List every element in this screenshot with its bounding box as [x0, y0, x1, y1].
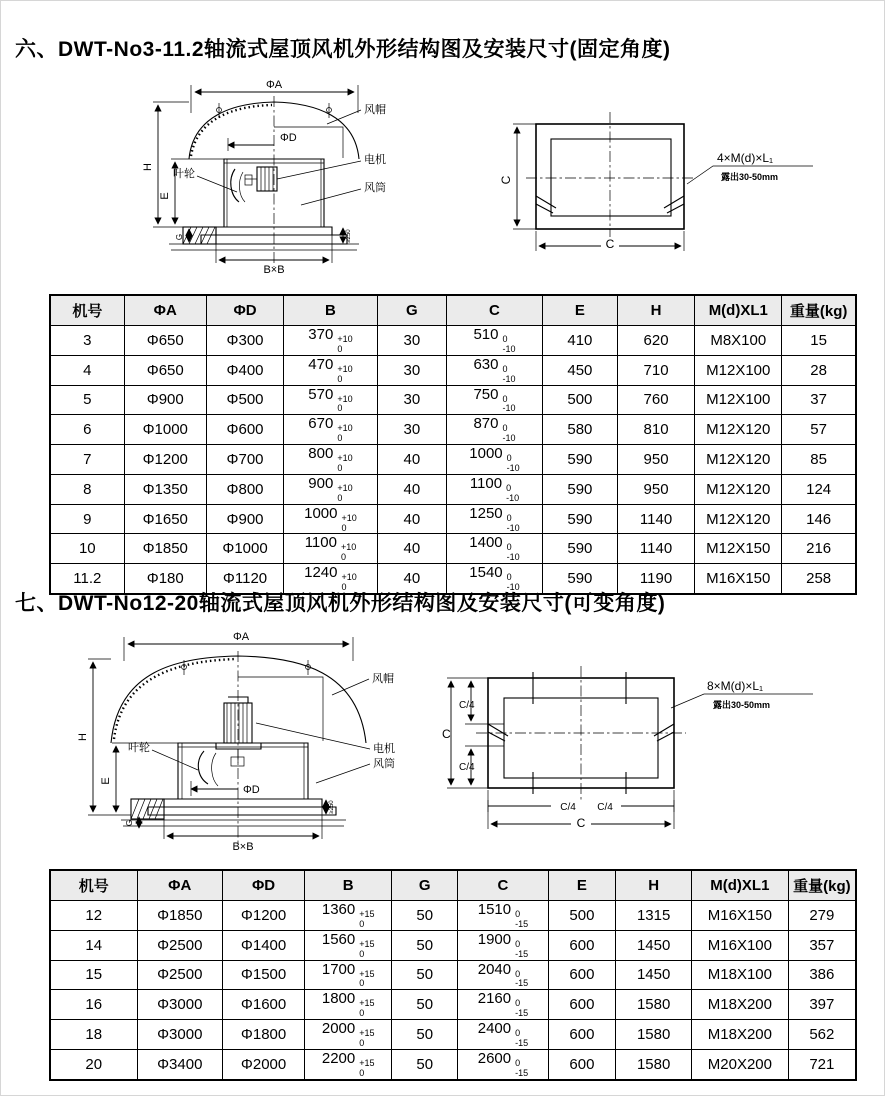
table-cell: 9: [50, 504, 124, 534]
table-cell: M12X100: [695, 355, 782, 385]
table-cell: Φ1850: [124, 534, 206, 564]
section2-title: 七、DWT-No12-20轴流式屋顶风机外形结构图及安装尺寸(可变角度): [15, 592, 666, 615]
table-cell: Φ180: [124, 564, 206, 594]
table-cell: 50: [392, 1020, 458, 1050]
table-cell: Φ400: [206, 355, 283, 385]
table-cell: 1900 0 -15: [458, 930, 548, 960]
column-header: C: [458, 870, 548, 901]
table-cell: 1315: [616, 901, 692, 931]
table-cell: 1580: [616, 1049, 692, 1079]
table-cell: M12X120: [695, 415, 782, 445]
table-cell: 500: [542, 385, 617, 415]
table-cell: Φ700: [206, 445, 283, 475]
mount-flange-diagram-variable: [421, 646, 885, 846]
table-cell: 810: [617, 415, 694, 445]
column-header: 重量(kg): [782, 295, 856, 326]
table-cell: 1140: [617, 504, 694, 534]
table-row: [50, 445, 856, 475]
table-cell: Φ650: [124, 326, 206, 356]
table-cell: Φ1850: [137, 901, 222, 931]
cap-label: 风帽: [364, 104, 386, 116]
column-header: 重量(kg): [788, 870, 856, 901]
table-cell: 2400 0 -15: [458, 1020, 548, 1050]
dim-e-label: E: [159, 192, 171, 200]
table-cell: 620: [617, 326, 694, 356]
table-cell: Φ1200: [222, 901, 304, 931]
column-header: E: [542, 295, 617, 326]
table-cell: 900 +10 0: [284, 474, 377, 504]
table-cell: 18: [50, 1020, 137, 1050]
column-header: 机号: [50, 870, 137, 901]
table-cell: 1560 +15 0: [305, 930, 392, 960]
table-row: [50, 930, 856, 960]
table-cell: Φ300: [206, 326, 283, 356]
dim-bxb-label: B×B: [263, 264, 285, 276]
table-cell: 410: [542, 326, 617, 356]
table-cell: 590: [542, 474, 617, 504]
column-header: ΦD: [206, 295, 283, 326]
duct-label: 风筒: [364, 182, 386, 194]
table-cell: 600: [548, 990, 616, 1020]
table-cell: 386: [788, 960, 856, 990]
column-header: ΦA: [124, 295, 206, 326]
table-cell: 12: [50, 901, 137, 931]
spec-table-fixed-angle: [49, 294, 857, 595]
table-cell: Φ1120: [206, 564, 283, 594]
table-row: [50, 474, 856, 504]
flange-dim-c4-bottom-left: C/4: [560, 802, 576, 813]
table-row: [50, 990, 856, 1020]
table-cell: 1400 0 -10: [447, 534, 543, 564]
table-cell: 1580: [616, 990, 692, 1020]
roof-hatch: [183, 227, 216, 244]
dim-phi-a-label: ΦA: [232, 631, 250, 643]
table-cell: Φ900: [206, 504, 283, 534]
cap-label: 风帽: [372, 673, 394, 685]
column-header: H: [616, 870, 692, 901]
section1-title: 六、DWT-No3-11.2轴流式屋顶风机外形结构图及安装尺寸(固定角度): [15, 38, 671, 61]
table-cell: M16X150: [692, 901, 789, 931]
dim-g-label: G: [175, 233, 184, 241]
table-cell: 2200 +15 0: [305, 1049, 392, 1079]
table-cell: 1700 +15 0: [305, 960, 392, 990]
table-cell: Φ1400: [222, 930, 304, 960]
impeller-label: 叶轮: [128, 742, 150, 754]
column-header: ΦA: [137, 870, 222, 901]
table-cell: 50: [392, 930, 458, 960]
dim-min250-label: ≥250: [329, 800, 335, 814]
column-header: M(d)XL1: [695, 295, 782, 326]
table-cell: Φ1600: [222, 990, 304, 1020]
table-cell: M18X200: [692, 1020, 789, 1050]
table-cell: Φ1200: [124, 445, 206, 475]
table-cell: M16X150: [695, 564, 782, 594]
column-header: H: [617, 295, 694, 326]
duct-label: 风筒: [373, 758, 395, 770]
table-cell: 15: [50, 960, 137, 990]
impeller-label: 叶轮: [173, 168, 195, 180]
table-cell: Φ3000: [137, 1020, 222, 1050]
table-cell: 40: [377, 445, 446, 475]
impeller-shape: [231, 169, 252, 202]
table-cell: Φ2000: [222, 1049, 304, 1079]
column-header: G: [392, 870, 458, 901]
table-cell: 1450: [616, 960, 692, 990]
dim-g-label: G: [125, 819, 134, 827]
table-cell: Φ1650: [124, 504, 206, 534]
flange-dim-c-bottom: C: [605, 237, 615, 251]
table-cell: M12X150: [695, 534, 782, 564]
dim-h-label: H: [77, 733, 89, 741]
table-cell: 1580: [616, 1020, 692, 1050]
table-row: [50, 960, 856, 990]
table-cell: 590: [542, 445, 617, 475]
flange-dim-c-left: C: [442, 727, 451, 741]
table-cell: Φ2500: [137, 960, 222, 990]
table-cell: 40: [377, 534, 446, 564]
table-cell: 216: [782, 534, 856, 564]
table-cell: 562: [788, 1020, 856, 1050]
table-cell: M16X100: [692, 930, 789, 960]
bolt-spec-note: 4×M(d)×L₁: [717, 151, 774, 165]
dim-phi-d-label: ΦD: [243, 784, 260, 796]
table-cell: 590: [542, 534, 617, 564]
table-cell: 750 0 -10: [447, 385, 543, 415]
table-cell: 600: [548, 930, 616, 960]
fan-structure-diagram-variable: [76, 631, 406, 856]
table-cell: 800 +10 0: [284, 445, 377, 475]
dim-bxb-label: B×B: [232, 841, 254, 853]
table-cell: 11.2: [50, 564, 124, 594]
table-cell: Φ800: [206, 474, 283, 504]
table-cell: 258: [782, 564, 856, 594]
table-cell: M18X100: [692, 960, 789, 990]
table-cell: 1000 0 -10: [447, 445, 543, 475]
column-header: C: [447, 295, 543, 326]
base-plate: [148, 807, 336, 815]
table-cell: 2000 +15 0: [305, 1020, 392, 1050]
table-cell: 1190: [617, 564, 694, 594]
table-cell: 279: [788, 901, 856, 931]
table-cell: 50: [392, 960, 458, 990]
table-cell: 50: [392, 901, 458, 931]
dim-min250-label: ≥250: [346, 229, 352, 243]
table-cell: 3: [50, 326, 124, 356]
table-cell: Φ3000: [137, 990, 222, 1020]
table-cell: 1510 0 -15: [458, 901, 548, 931]
table-cell: 357: [788, 930, 856, 960]
rain-cap-outline: [111, 656, 366, 743]
table-cell: 1800 +15 0: [305, 990, 392, 1020]
table-cell: 450: [542, 355, 617, 385]
motor-shape: [245, 167, 277, 191]
motor-shape: [216, 697, 261, 749]
table-row: [50, 1020, 856, 1050]
table-cell: 2040 0 -15: [458, 960, 548, 990]
flange-inner: [551, 139, 671, 216]
table-cell: 14: [50, 930, 137, 960]
base-flange: [164, 799, 322, 807]
dim-phi-d-label: ΦD: [280, 132, 297, 144]
table-cell: 146: [782, 504, 856, 534]
table-cell: 40: [377, 504, 446, 534]
column-header: B: [284, 295, 377, 326]
bolt-spec-note: 8×M(d)×L₁: [707, 679, 764, 693]
cap-bolt-icon: [182, 660, 311, 675]
flange-dim-c-left: C: [499, 175, 513, 185]
table-cell: 590: [542, 504, 617, 534]
table-row: [50, 385, 856, 415]
dim-h-label: H: [142, 163, 154, 171]
table-cell: M12X120: [695, 474, 782, 504]
dim-phi-a-label: ΦA: [265, 79, 283, 91]
table-cell: Φ500: [206, 385, 283, 415]
column-header: G: [377, 295, 446, 326]
table-cell: 28: [782, 355, 856, 385]
table-cell: 470 +10 0: [284, 355, 377, 385]
table-cell: 2160 0 -15: [458, 990, 548, 1020]
table-cell: 630 0 -10: [447, 355, 543, 385]
fan-structure-diagram-fixed: [131, 79, 451, 275]
table-cell: 30: [377, 415, 446, 445]
table-cell: 30: [377, 385, 446, 415]
table-cell: 580: [542, 415, 617, 445]
table-cell: 6: [50, 415, 124, 445]
table-cell: M20X200: [692, 1049, 789, 1079]
table-cell: M18X200: [692, 990, 789, 1020]
table-cell: Φ3400: [137, 1049, 222, 1079]
column-header: M(d)XL1: [692, 870, 789, 901]
column-header: 机号: [50, 295, 124, 326]
table-row: [50, 415, 856, 445]
table-cell: 600: [548, 960, 616, 990]
header-row: [50, 295, 856, 326]
table-cell: 721: [788, 1049, 856, 1079]
table-cell: 40: [377, 474, 446, 504]
table-cell: Φ1000: [124, 415, 206, 445]
table-cell: Φ1500: [222, 960, 304, 990]
table-cell: M12X120: [695, 504, 782, 534]
table-cell: 670 +10 0: [284, 415, 377, 445]
table-cell: 1140: [617, 534, 694, 564]
table-cell: 85: [782, 445, 856, 475]
table-cell: 37: [782, 385, 856, 415]
impeller-shape: [198, 749, 244, 786]
table-row: [50, 1049, 856, 1079]
flange-dim-c4-upper: C/4: [459, 700, 475, 711]
table-cell: Φ2500: [137, 930, 222, 960]
table-cell: 950: [617, 474, 694, 504]
table-cell: 600: [548, 1020, 616, 1050]
bolt-expose-note: 露出30-50mm: [721, 172, 779, 182]
table-cell: Φ600: [206, 415, 283, 445]
table-cell: 370 +10 0: [284, 326, 377, 356]
flange-dim-c4-lower: C/4: [459, 762, 475, 773]
table-cell: 57: [782, 415, 856, 445]
table-cell: 1540 0 -10: [447, 564, 543, 594]
table-cell: 1000 +10 0: [284, 504, 377, 534]
table-cell: Φ1000: [206, 534, 283, 564]
table-cell: M12X100: [695, 385, 782, 415]
table-cell: 500: [548, 901, 616, 931]
table-row: [50, 534, 856, 564]
table-row: [50, 901, 856, 931]
flange-dim-c4-bottom-right: C/4: [597, 802, 613, 813]
flange-dim-c-bottom: C: [576, 816, 586, 830]
table-cell: 40: [377, 564, 446, 594]
table-cell: 50: [392, 990, 458, 1020]
table-cell: 590: [542, 564, 617, 594]
table-cell: 1250 0 -10: [447, 504, 543, 534]
table-cell: 5: [50, 385, 124, 415]
table-row: [50, 355, 856, 385]
mount-flange-diagram-fixed: [481, 96, 881, 271]
table-cell: Φ650: [124, 355, 206, 385]
table-row: [50, 326, 856, 356]
table-cell: M12X120: [695, 445, 782, 475]
table-cell: 710: [617, 355, 694, 385]
table-cell: 600: [548, 1049, 616, 1079]
table-cell: 4: [50, 355, 124, 385]
table-cell: Φ1800: [222, 1020, 304, 1050]
table-cell: M8X100: [695, 326, 782, 356]
table-cell: 50: [392, 1049, 458, 1079]
header-row: [50, 870, 856, 901]
table-cell: 1360 +15 0: [305, 901, 392, 931]
table-cell: 16: [50, 990, 137, 1020]
table-cell: 1100 +10 0: [284, 534, 377, 564]
table-cell: 2600 0 -15: [458, 1049, 548, 1079]
table-cell: 760: [617, 385, 694, 415]
table-cell: 950: [617, 445, 694, 475]
motor-label: 电机: [364, 154, 386, 166]
table-cell: Φ900: [124, 385, 206, 415]
table-cell: 20: [50, 1049, 137, 1079]
table-cell: 1450: [616, 930, 692, 960]
column-header: B: [305, 870, 392, 901]
column-header: ΦD: [222, 870, 304, 901]
column-header: E: [548, 870, 616, 901]
table-cell: 870 0 -10: [447, 415, 543, 445]
table-cell: 7: [50, 445, 124, 475]
table-row: [50, 504, 856, 534]
table-cell: 124: [782, 474, 856, 504]
table-cell: 397: [788, 990, 856, 1020]
table-cell: 15: [782, 326, 856, 356]
table-cell: 1100 0 -10: [447, 474, 543, 504]
table-cell: 510 0 -10: [447, 326, 543, 356]
table-cell: 30: [377, 355, 446, 385]
table-cell: Φ1350: [124, 474, 206, 504]
spec-table-variable-angle: [49, 869, 857, 1081]
dim-e-label: E: [100, 777, 112, 785]
table-cell: 570 +10 0: [284, 385, 377, 415]
table-cell: 8: [50, 474, 124, 504]
table-cell: 30: [377, 326, 446, 356]
motor-label: 电机: [373, 743, 395, 755]
table-cell: 1240 +10 0: [284, 564, 377, 594]
table-cell: 10: [50, 534, 124, 564]
bolt-expose-note: 露出30-50mm: [713, 700, 771, 710]
